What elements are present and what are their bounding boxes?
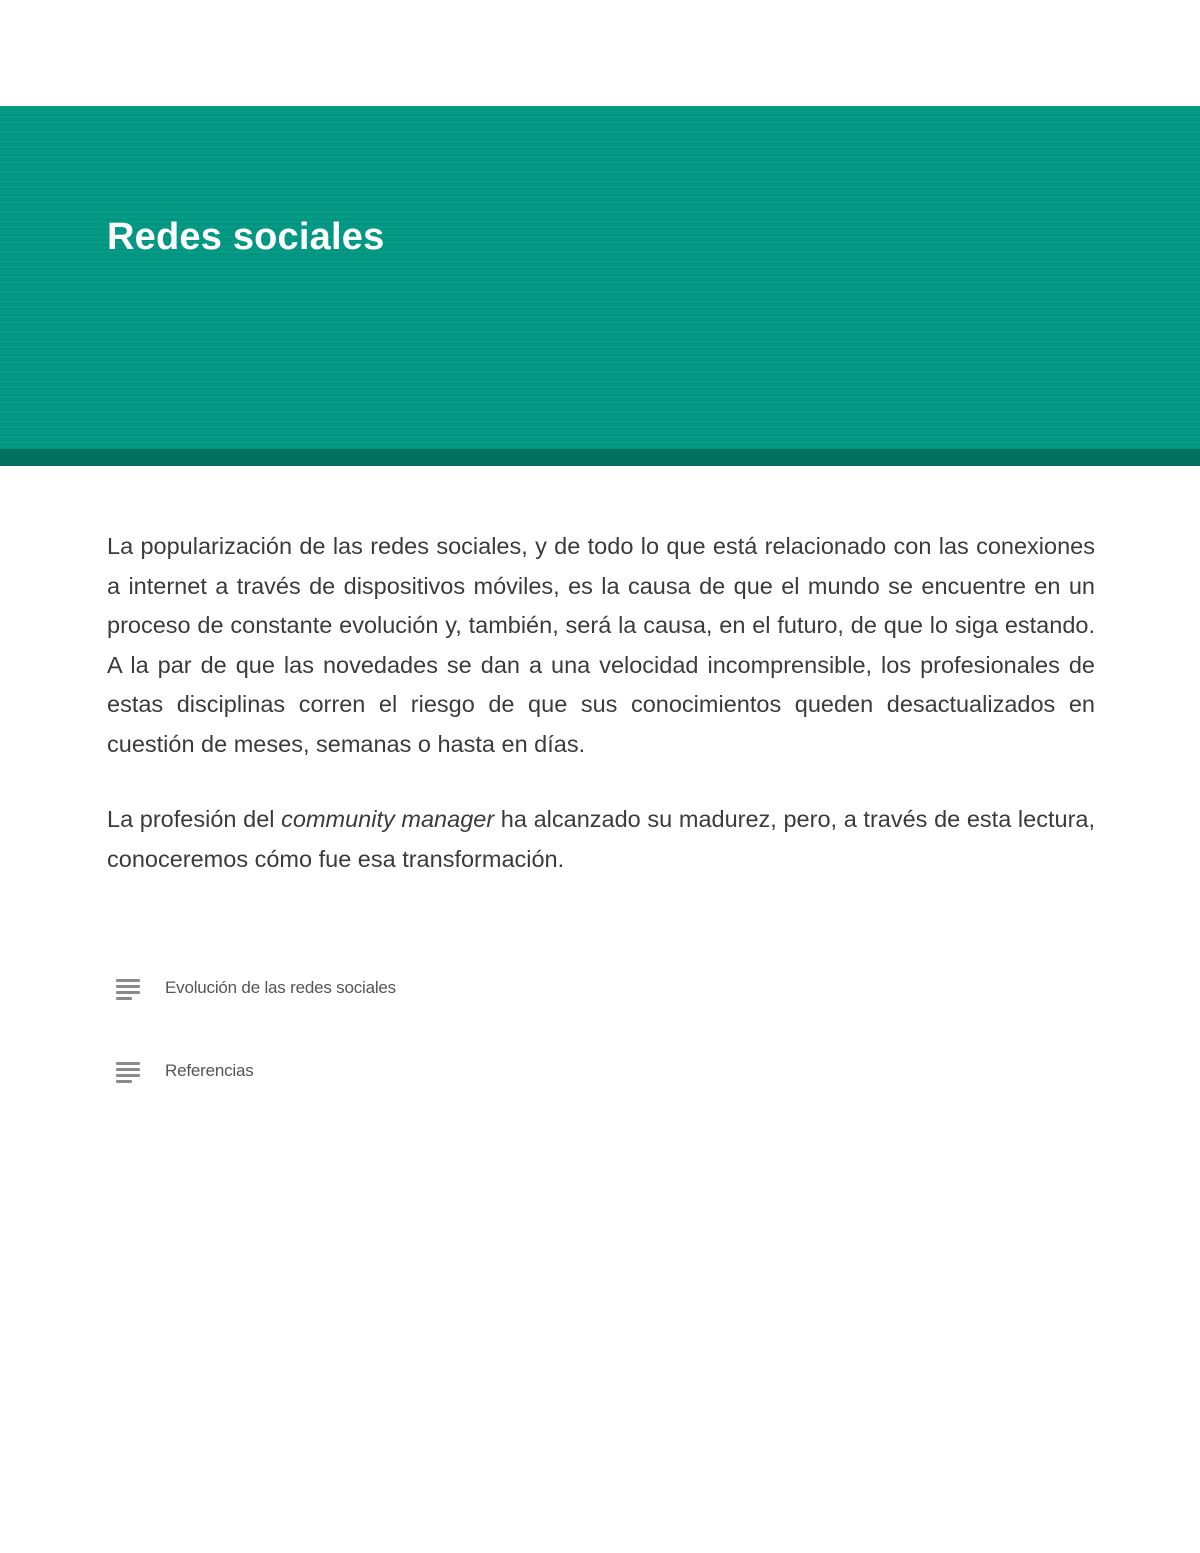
- paragraph-italic-term: community manager: [281, 806, 495, 832]
- intro-paragraph: La popularización de las redes sociales, y de todo lo que está relacionado con las conexiones a internet a través de dispositivos móviles, es la causa de que el mundo se encuentre en un proceso de constante evolución y, también, será la causa, en el futuro, de que lo siga estando. A la par de que las novedades se dan a una velocidad incomprensible, los profesionales de estas disciplinas corren el riesgo de que sus conocimientos queden desactualizados en cuestión de meses, semanas o hasta en días.: [107, 533, 1095, 757]
- lesson-body: [107, 527, 1095, 915]
- hero-bottom-band: [0, 449, 1200, 466]
- text-lines-icon: [116, 1061, 140, 1081]
- toc-item-referencias[interactable]: [116, 1053, 816, 1089]
- paragraph-text-end: ha alcanzado su madurez, pero, a través de esta lectura, conoceremos cómo fue esa transformación.: [107, 806, 1095, 872]
- paragraph-text-start: La profesión del: [107, 806, 282, 832]
- text-lines-icon: [116, 978, 140, 998]
- second-paragraph: [107, 800, 1095, 879]
- toc-item-label: Referencias: [165, 1061, 254, 1080]
- hero-banner: [0, 106, 1200, 449]
- table-of-contents: [116, 970, 816, 1136]
- toc-item-label: Evolución de las redes sociales: [165, 978, 396, 997]
- toc-item-evolucion[interactable]: [116, 970, 816, 1006]
- page-title: Redes sociales: [107, 216, 385, 258]
